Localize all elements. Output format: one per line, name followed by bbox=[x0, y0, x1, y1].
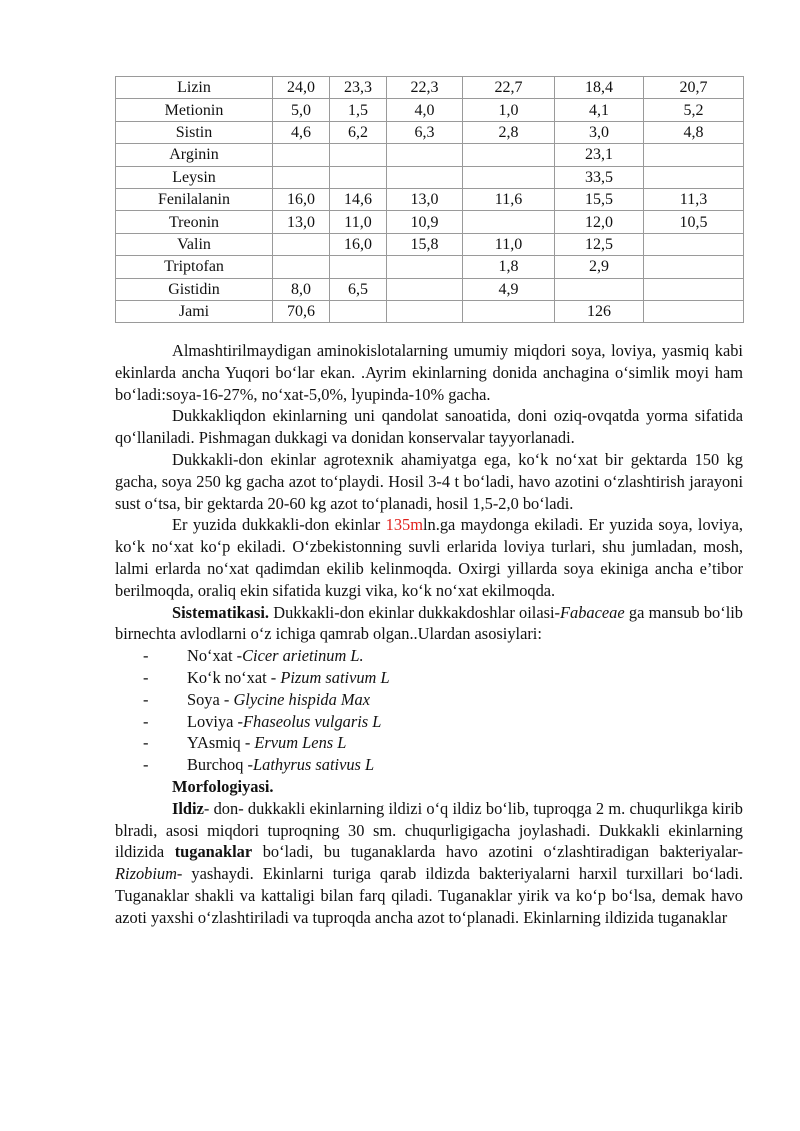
paragraph-root bbox=[115, 798, 743, 929]
list-dash: - bbox=[143, 689, 149, 709]
amino-acid-table-wrapper bbox=[115, 76, 743, 323]
species-list-item bbox=[115, 711, 743, 733]
value-cell bbox=[387, 144, 463, 166]
value-cell: 4,6 bbox=[273, 121, 330, 143]
amino-acid-name-cell: Gistidin bbox=[116, 278, 273, 300]
amino-acid-name-cell: Arginin bbox=[116, 144, 273, 166]
value-cell bbox=[387, 256, 463, 278]
value-cell: 11,6 bbox=[463, 188, 555, 210]
value-cell: 3,0 bbox=[555, 121, 644, 143]
morphology-heading: Morfologiyasi. bbox=[172, 776, 274, 796]
species-common-name: Burchoq - bbox=[187, 755, 254, 775]
value-cell bbox=[330, 144, 387, 166]
value-cell: 70,6 bbox=[273, 300, 330, 322]
value-cell: 1,5 bbox=[330, 99, 387, 121]
value-cell bbox=[644, 166, 744, 188]
table-row bbox=[116, 211, 744, 233]
value-cell: 6,3 bbox=[387, 121, 463, 143]
species-list bbox=[115, 645, 743, 776]
text-segment: Dukkakli-don ekinlar dukkakdoshlar oilasi- bbox=[268, 602, 561, 622]
amino-acid-name-cell: Lizin bbox=[116, 77, 273, 99]
value-cell: 16,0 bbox=[273, 188, 330, 210]
paragraph-world-area bbox=[115, 514, 743, 601]
species-latin-name: Lathyrus sativus L bbox=[253, 755, 375, 775]
table-row bbox=[116, 99, 744, 121]
value-cell bbox=[644, 278, 744, 300]
table-row bbox=[116, 188, 744, 210]
amino-acid-name-cell: Valin bbox=[116, 233, 273, 255]
value-cell bbox=[555, 278, 644, 300]
value-cell: 16,0 bbox=[330, 233, 387, 255]
table-row bbox=[116, 278, 744, 300]
list-dash: - bbox=[143, 646, 149, 666]
value-cell: 2,8 bbox=[463, 121, 555, 143]
value-cell: 24,0 bbox=[273, 77, 330, 99]
value-cell: 10,9 bbox=[387, 211, 463, 233]
value-cell: 4,8 bbox=[644, 121, 744, 143]
table-row bbox=[116, 77, 744, 99]
value-cell: 1,8 bbox=[463, 256, 555, 278]
amino-acid-name-cell: Triptofan bbox=[116, 256, 273, 278]
value-cell: 5,2 bbox=[644, 99, 744, 121]
value-cell: 2,9 bbox=[555, 256, 644, 278]
species-common-name: Ko‘k no‘xat - bbox=[187, 667, 281, 687]
value-cell: 1,0 bbox=[463, 99, 555, 121]
table-row bbox=[116, 121, 744, 143]
value-cell: 6,5 bbox=[330, 278, 387, 300]
species-common-name: No‘xat - bbox=[187, 646, 243, 666]
value-cell bbox=[330, 256, 387, 278]
value-cell: 8,0 bbox=[273, 278, 330, 300]
value-cell bbox=[463, 144, 555, 166]
value-cell bbox=[273, 166, 330, 188]
value-cell: 126 bbox=[555, 300, 644, 322]
bacteria-latin-name: Rizobium- bbox=[115, 864, 183, 884]
species-latin-name: Fhaseolus vulgaris L bbox=[242, 711, 382, 731]
value-cell bbox=[387, 278, 463, 300]
text-segment: Er yuzida dukkakli-don ekinlar bbox=[172, 515, 386, 535]
value-cell: 20,7 bbox=[644, 77, 744, 99]
value-cell: 10,5 bbox=[644, 211, 744, 233]
value-cell: 14,6 bbox=[330, 188, 387, 210]
amino-acid-table bbox=[115, 76, 744, 323]
root-term: Ildiz bbox=[172, 798, 204, 818]
species-latin-name: Ervum Lens L bbox=[254, 733, 347, 753]
species-list-item bbox=[115, 689, 743, 711]
value-cell bbox=[387, 166, 463, 188]
species-latin-name: Glycine hispida Max bbox=[233, 689, 370, 709]
value-cell: 15,5 bbox=[555, 188, 644, 210]
table-row bbox=[116, 300, 744, 322]
list-dash: - bbox=[143, 755, 149, 775]
species-list-item bbox=[115, 667, 743, 689]
species-common-name: Soya - bbox=[187, 689, 234, 709]
value-cell: 12,5 bbox=[555, 233, 644, 255]
value-cell bbox=[463, 211, 555, 233]
value-cell bbox=[644, 300, 744, 322]
amino-acid-name-cell: Jami bbox=[116, 300, 273, 322]
species-latin-name: Pizum sativum L bbox=[280, 667, 390, 687]
paragraph-usage: Dukkakliqdon ekinlarning uni qandolat sanoatida, doni oziq-ovqatda yorma sifatida qo‘llaniladi. Pishmagan dukkagi va donidan konservalar tayyorlanadi. bbox=[115, 406, 743, 448]
table-row bbox=[116, 233, 744, 255]
list-dash: - bbox=[143, 733, 149, 753]
highlighted-number: 135m bbox=[385, 515, 423, 535]
value-cell bbox=[387, 300, 463, 322]
value-cell: 5,0 bbox=[273, 99, 330, 121]
amino-acid-name-cell: Sistin bbox=[116, 121, 273, 143]
amino-acid-name-cell: Leysin bbox=[116, 166, 273, 188]
value-cell: 22,3 bbox=[387, 77, 463, 99]
paragraph-systematics bbox=[115, 602, 743, 646]
value-cell bbox=[330, 300, 387, 322]
nodules-term: tuganaklar bbox=[174, 842, 253, 862]
paragraph-amino-acids: Almashtirilmaydigan aminokislotalarning umumiy miqdori soya, loviya, yasmiq kabi ekinlarda ancha Yuqori bo‘lar ekan. .Ayrim ekinlarning donida anchagina o‘simlik moyi ham bo‘ladi:soya-16-27%, no‘xat-5,0%, lyupinda-10% gacha. bbox=[115, 341, 743, 404]
value-cell: 22,7 bbox=[463, 77, 555, 99]
value-cell bbox=[273, 256, 330, 278]
species-list-item bbox=[115, 645, 743, 667]
document-body bbox=[115, 340, 743, 929]
value-cell bbox=[644, 233, 744, 255]
systematics-heading: Sistematikasi. bbox=[172, 602, 269, 622]
value-cell: 6,2 bbox=[330, 121, 387, 143]
text-segment: ln.ga maydonga ekiladi. Er yuzida soya, loviya, ko‘k no‘xat ko‘p ekiladi. O‘zbekistonning suvli erlarida loviya turlari, shu jumladan, mosh, lalmi erlarda no‘xat qadimdan ekilib kelinmoqda. Oxirgi yillarda soya ekiniga ancha e’tibor berilmoqda, oraliq ekin sifatida kuzgi vika, ko‘k no‘xat ekilmoqda. bbox=[115, 515, 743, 600]
list-dash: - bbox=[143, 667, 149, 687]
value-cell bbox=[273, 144, 330, 166]
value-cell: 18,4 bbox=[555, 77, 644, 99]
value-cell: 11,0 bbox=[330, 211, 387, 233]
value-cell bbox=[330, 166, 387, 188]
table-row bbox=[116, 256, 744, 278]
value-cell: 11,3 bbox=[644, 188, 744, 210]
species-common-name: YAsmiq - bbox=[187, 733, 255, 753]
amino-acid-name-cell: Fenilalanin bbox=[116, 188, 273, 210]
species-latin-name: Cicer arietinum L. bbox=[242, 646, 364, 666]
species-list-item bbox=[115, 732, 743, 754]
amino-acid-name-cell: Metionin bbox=[116, 99, 273, 121]
value-cell: 13,0 bbox=[273, 211, 330, 233]
species-list-item bbox=[115, 754, 743, 776]
value-cell bbox=[644, 144, 744, 166]
value-cell: 13,0 bbox=[387, 188, 463, 210]
value-cell: 23,1 bbox=[555, 144, 644, 166]
text-segment: yashaydi. Ekinlarni turiga qarab ildizda bakteriyalarni harxil turxillari bo‘ladi. Tuganaklar shakli va kattaligi bilan farq qiladi. Tuganaklar yirik va ko‘p bo‘lsa, demak havo azoti yaxshi o‘zlashtiriladi va tuproqda ancha azot to‘planadi. Ekinlarning ildizida tuganaklar bbox=[115, 864, 743, 927]
text-segment: bo‘ladi, bu tuganaklarda havo azotini o‘zlashtiradigan bakteriyalar- bbox=[252, 842, 743, 862]
paragraph-agrotechnical: Dukkakli-don ekinlar agrotexnik ahamiyatga ega, ko‘k no‘xat bir gektarda 150 kg gacha, soya 250 kg gacha azot to‘playdi. Hosil 3-4 t bo‘ladi, havo azotini o‘zlashtirish jarayoni sust o‘tsa, bir gektarda 20-60 kg azot to‘planadi, hosil 1,5-2,0 bo‘ladi. bbox=[115, 449, 743, 513]
table-row bbox=[116, 166, 744, 188]
value-cell: 12,0 bbox=[555, 211, 644, 233]
text-segment: - don- dukkakli ekinlarning ildizi o‘q ildiz bo‘lib, tuproqga 2 m. chuqurlikga kirib blradi, asosi miqdori tuproqning 30 sm. chuqurligigacha joylashadi. Dukkakli ekinlarning ildizida bbox=[115, 798, 743, 862]
species-common-name: Loviya - bbox=[187, 711, 243, 731]
amino-acid-name-cell: Treonin bbox=[116, 211, 273, 233]
value-cell bbox=[463, 166, 555, 188]
value-cell bbox=[273, 233, 330, 255]
list-dash: - bbox=[143, 711, 149, 731]
value-cell bbox=[463, 300, 555, 322]
table-row bbox=[116, 144, 744, 166]
text-segment: ga mansub bo‘lib birnechta avlodlarni o‘z ichiga qamrab olgan..Ulardan asosiylari: bbox=[115, 602, 743, 644]
family-latin-name: Fabaceae bbox=[560, 602, 625, 622]
value-cell: 15,8 bbox=[387, 233, 463, 255]
value-cell: 4,1 bbox=[555, 99, 644, 121]
value-cell: 4,9 bbox=[463, 278, 555, 300]
value-cell bbox=[644, 256, 744, 278]
value-cell: 11,0 bbox=[463, 233, 555, 255]
value-cell: 23,3 bbox=[330, 77, 387, 99]
value-cell: 4,0 bbox=[387, 99, 463, 121]
value-cell: 33,5 bbox=[555, 166, 644, 188]
